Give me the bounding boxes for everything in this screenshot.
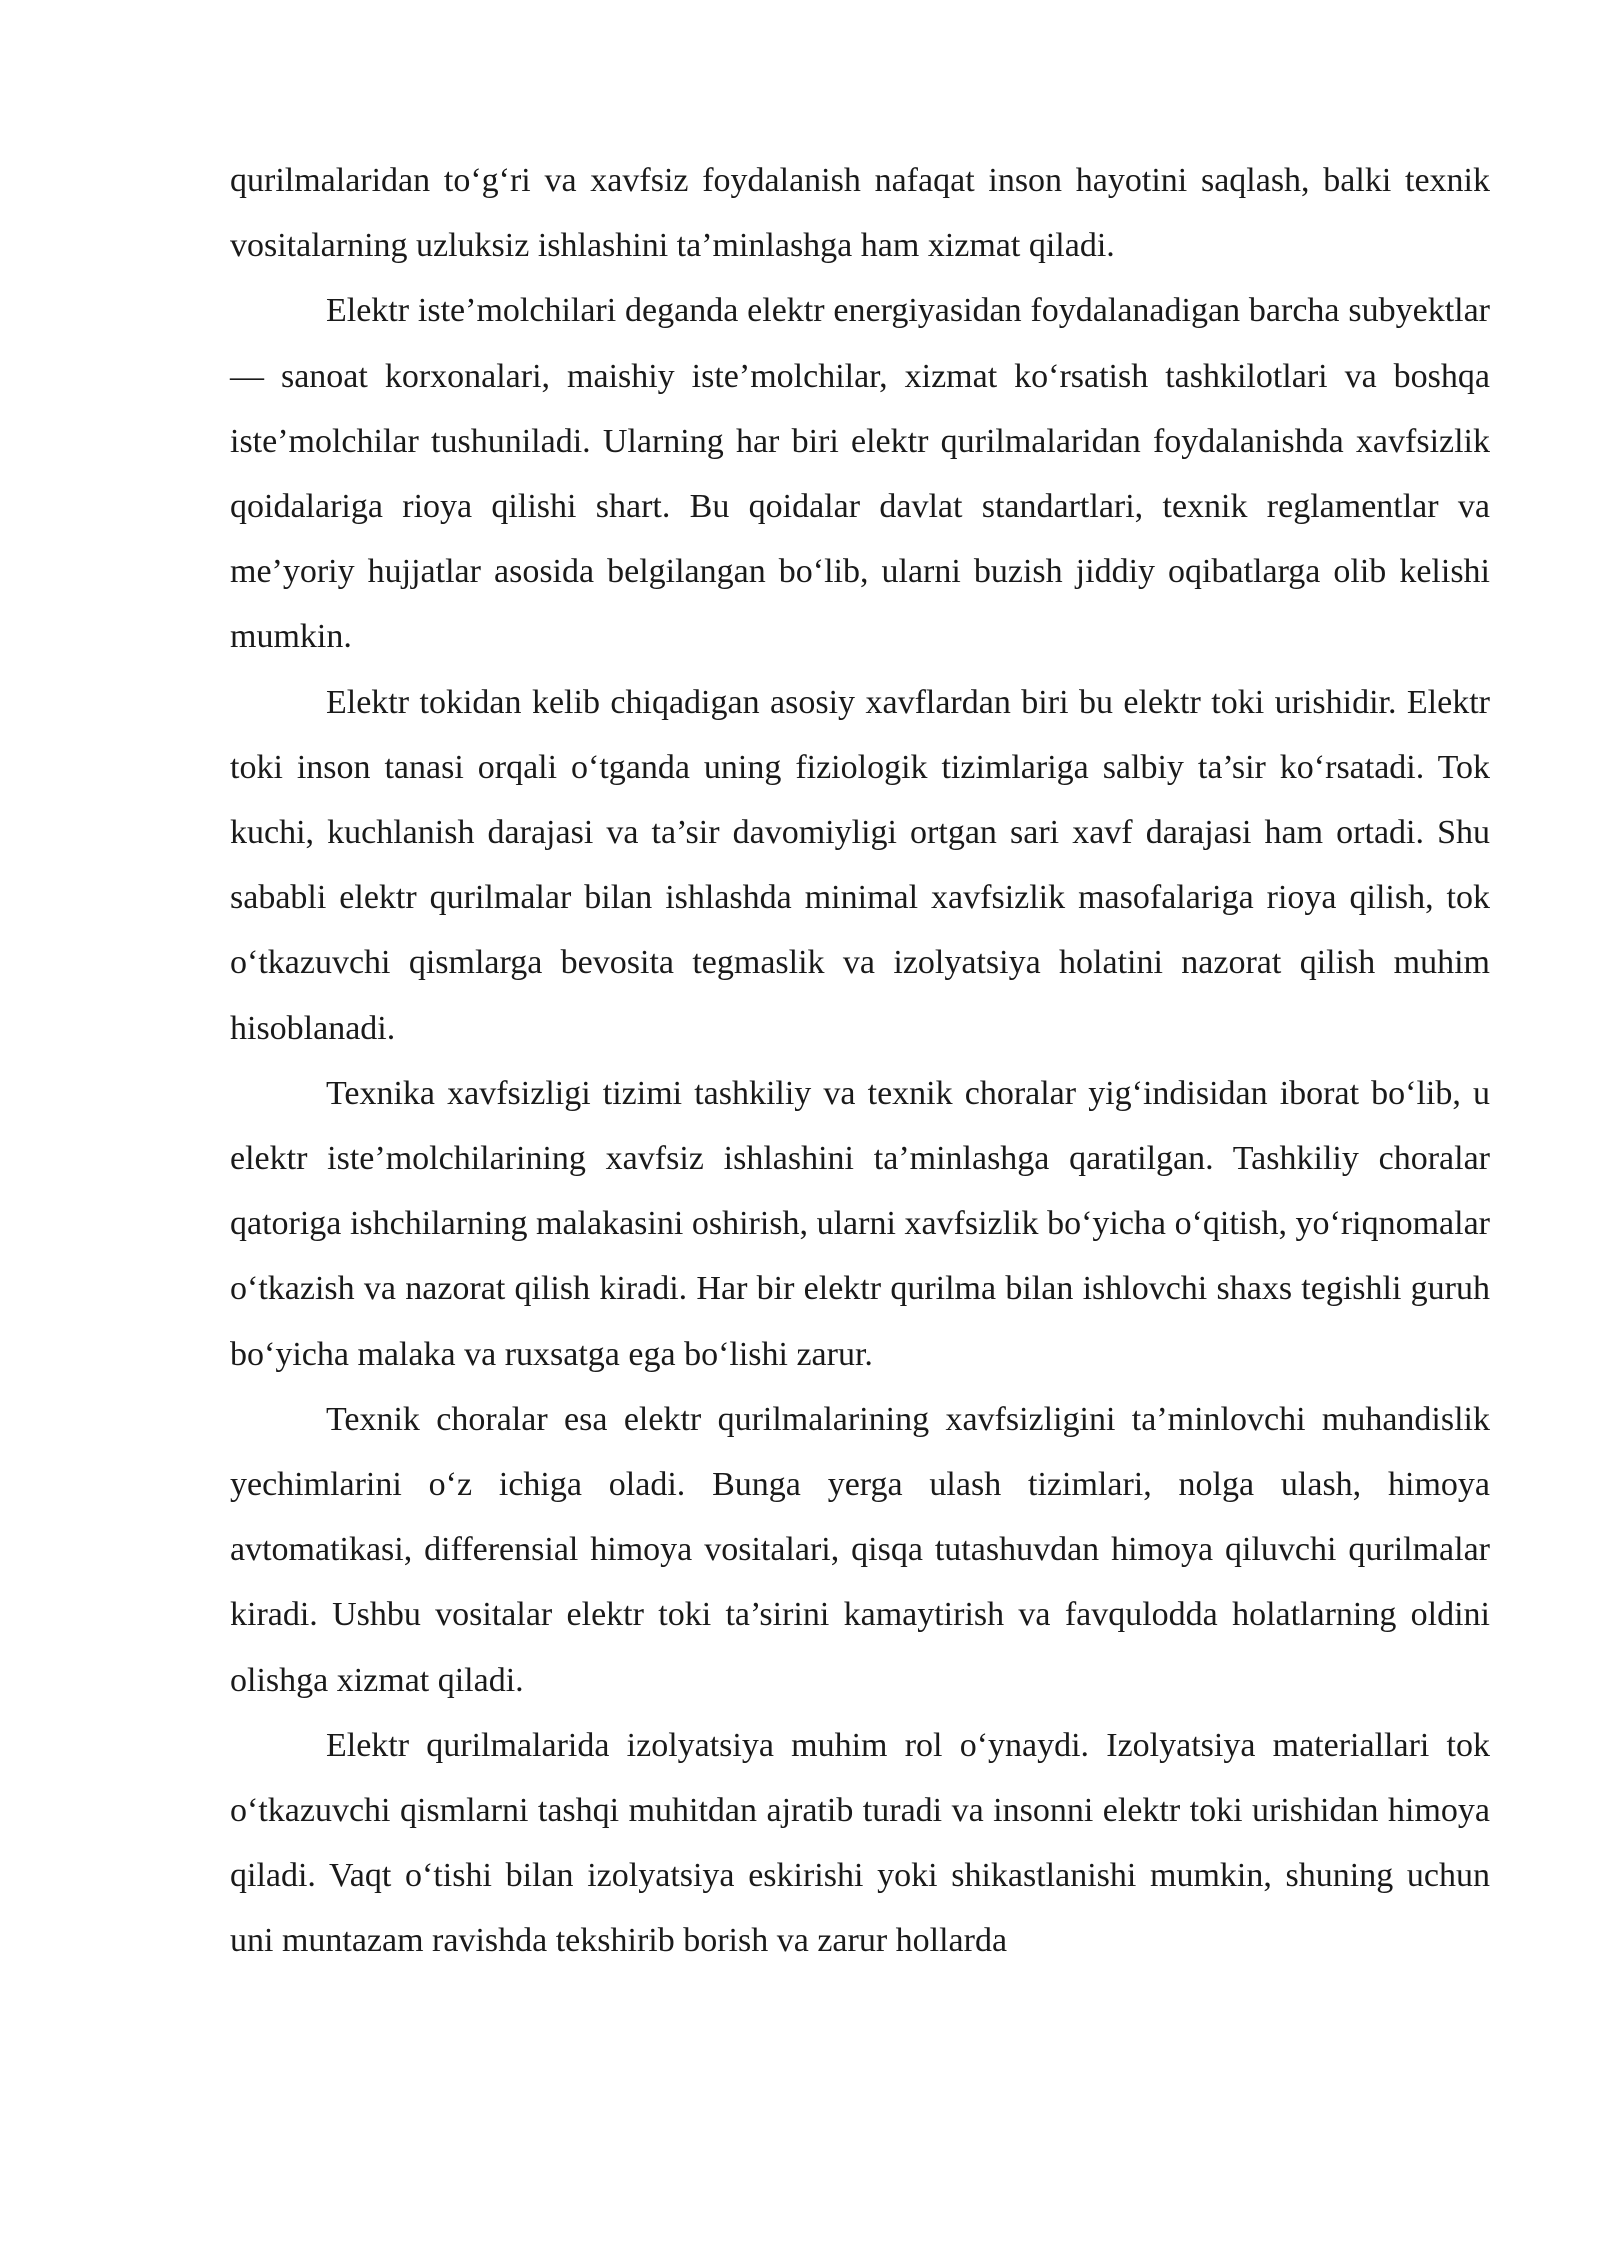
paragraph-electric-shock: Elektr tokidan kelib chiqadigan asosiy xavflardan biri bu elektr toki urishidir. Elektr toki inson tanasi orqali o‘tganda uning fiziologik tizimlariga salbiy ta’sir ko‘rsatadi. Tok kuchi, kuchlanish darajasi va ta’sir davomiyligi ortgan sari xavf darajasi ham ortadi. Shu sababli elektr qurilmalar bilan ishlashda minimal xavfsizlik masofalariga rioya qilish, tok o‘tkazuvchi qismlarga bevosita tegmaslik va izolyatsiya holatini nazorat qilish muhim hisoblanadi. bbox=[230, 683, 1490, 1047]
paragraph-insulation: Elektr qurilmalarida izolyatsiya muhim rol o‘ynaydi. Izolyatsiya materiallari tok o‘tkazuvchi qismlarni tashqi muhitdan ajratib turadi va insonni elektr toki urishidan himoya qiladi. Vaqt o‘tishi bilan izolyatsiya eskirishi yoki shikastlanishi mumkin, shuning uchun uni muntazam ravishda tekshirib borish va zarur hollarda bbox=[230, 1726, 1490, 1960]
paragraph-electric-consumers: Elektr iste’molchilari deganda elektr energiyasidan foydalanadigan barcha subyektlar — sanoat korxonalari, maishiy iste’molchilar, xizmat ko‘rsatish tashkilotlari va boshqa iste’molchilar tushuniladi. Ularning har biri elektr qurilmalaridan foydalanishda xavfsizlik qoidalariga rioya qilishi shart. Bu qoidalar davlat standartlari, texnik reglamentlar va me’yoriy hujjatlar asosida belgilangan bo‘lib, ularni buzish jiddiy oqibatlarga olib kelishi mumkin. bbox=[230, 292, 1490, 656]
paragraph-continued: qurilmalaridan to‘g‘ri va xavfsiz foydalanish nafaqat inson hayotini saqlash, balki texnik vositalarning uzluksiz ishlashini ta’minlashga ham xizmat qiladi. bbox=[230, 162, 1490, 265]
paragraph-technical-measures: Texnik choralar esa elektr qurilmalarining xavfsizligini ta’minlovchi muhandislik yechimlarini o‘z ichiga oladi. Bunga yerga ulash tizimlari, nolga ulash, himoya avtomatikasi, differensial himoya vositalari, qisqa tutashuvdan himoya qiluvchi qurilmalar kiradi. Ushbu vositalar elektr toki ta’sirini kamaytirish va favqulodda holatlarning oldini olishga xizmat qiladi. bbox=[230, 1400, 1490, 1699]
body-text bbox=[230, 148, 1490, 1974]
paragraph-safety-system: Texnika xavfsizligi tizimi tashkiliy va texnik choralar yig‘indisidan iborat bo‘lib, u elektr iste’molchilarining xavfsiz ishlashini ta’minlashga qaratilgan. Tashkiliy choralar qatoriga ishchilarning malakasini oshirish, ularni xavfsizlik bo‘yicha o‘qitish, yo‘riqnomalar o‘tkazish va nazorat qilish kiradi. Har bir elektr qurilma bilan ishlovchi shaxs tegishli guruh bo‘yicha malaka va ruxsatga ega bo‘lishi zarur. bbox=[230, 1074, 1490, 1373]
